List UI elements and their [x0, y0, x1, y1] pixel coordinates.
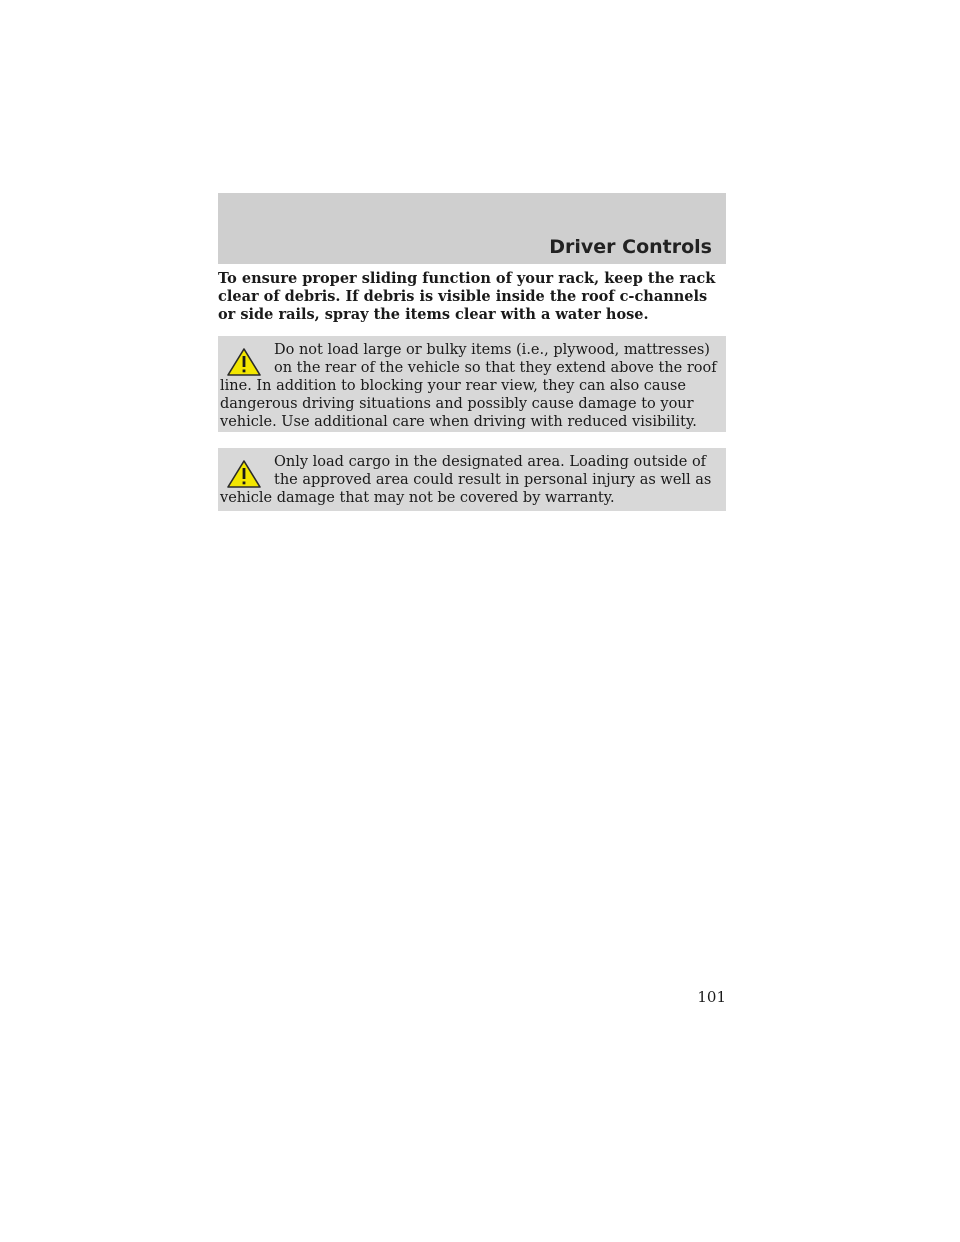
section-title: Driver Controls [549, 236, 712, 258]
warning-text-2: Only load cargo in the designated area. Loading outside of the approved area could result in personal injury as well as vehicle damage that may not be covered by warranty. [220, 454, 712, 506]
intro-paragraph: To ensure proper sliding function of your rack, keep the rack clear of debris. If debris is visible inside the roof c-channels or side rails, spray the items clear with a water hose. [218, 270, 716, 323]
warning-triangle-icon [226, 459, 274, 489]
section-header-band [218, 193, 726, 264]
warning-box-1 [218, 336, 726, 432]
page-number: 101 [697, 988, 726, 1006]
warning-text-1: Do not load large or bulky items (i.e., plywood, mattresses) on the rear of the vehicle so that they extend above the roof line. In addition to blocking your rear view, they can also cause dangerous driving situations and possibly cause damage to your vehicle. Use additional care when driving with reduced visibility. [220, 342, 717, 430]
warning-triangle-icon [226, 347, 274, 377]
warning-box-2 [218, 448, 726, 511]
